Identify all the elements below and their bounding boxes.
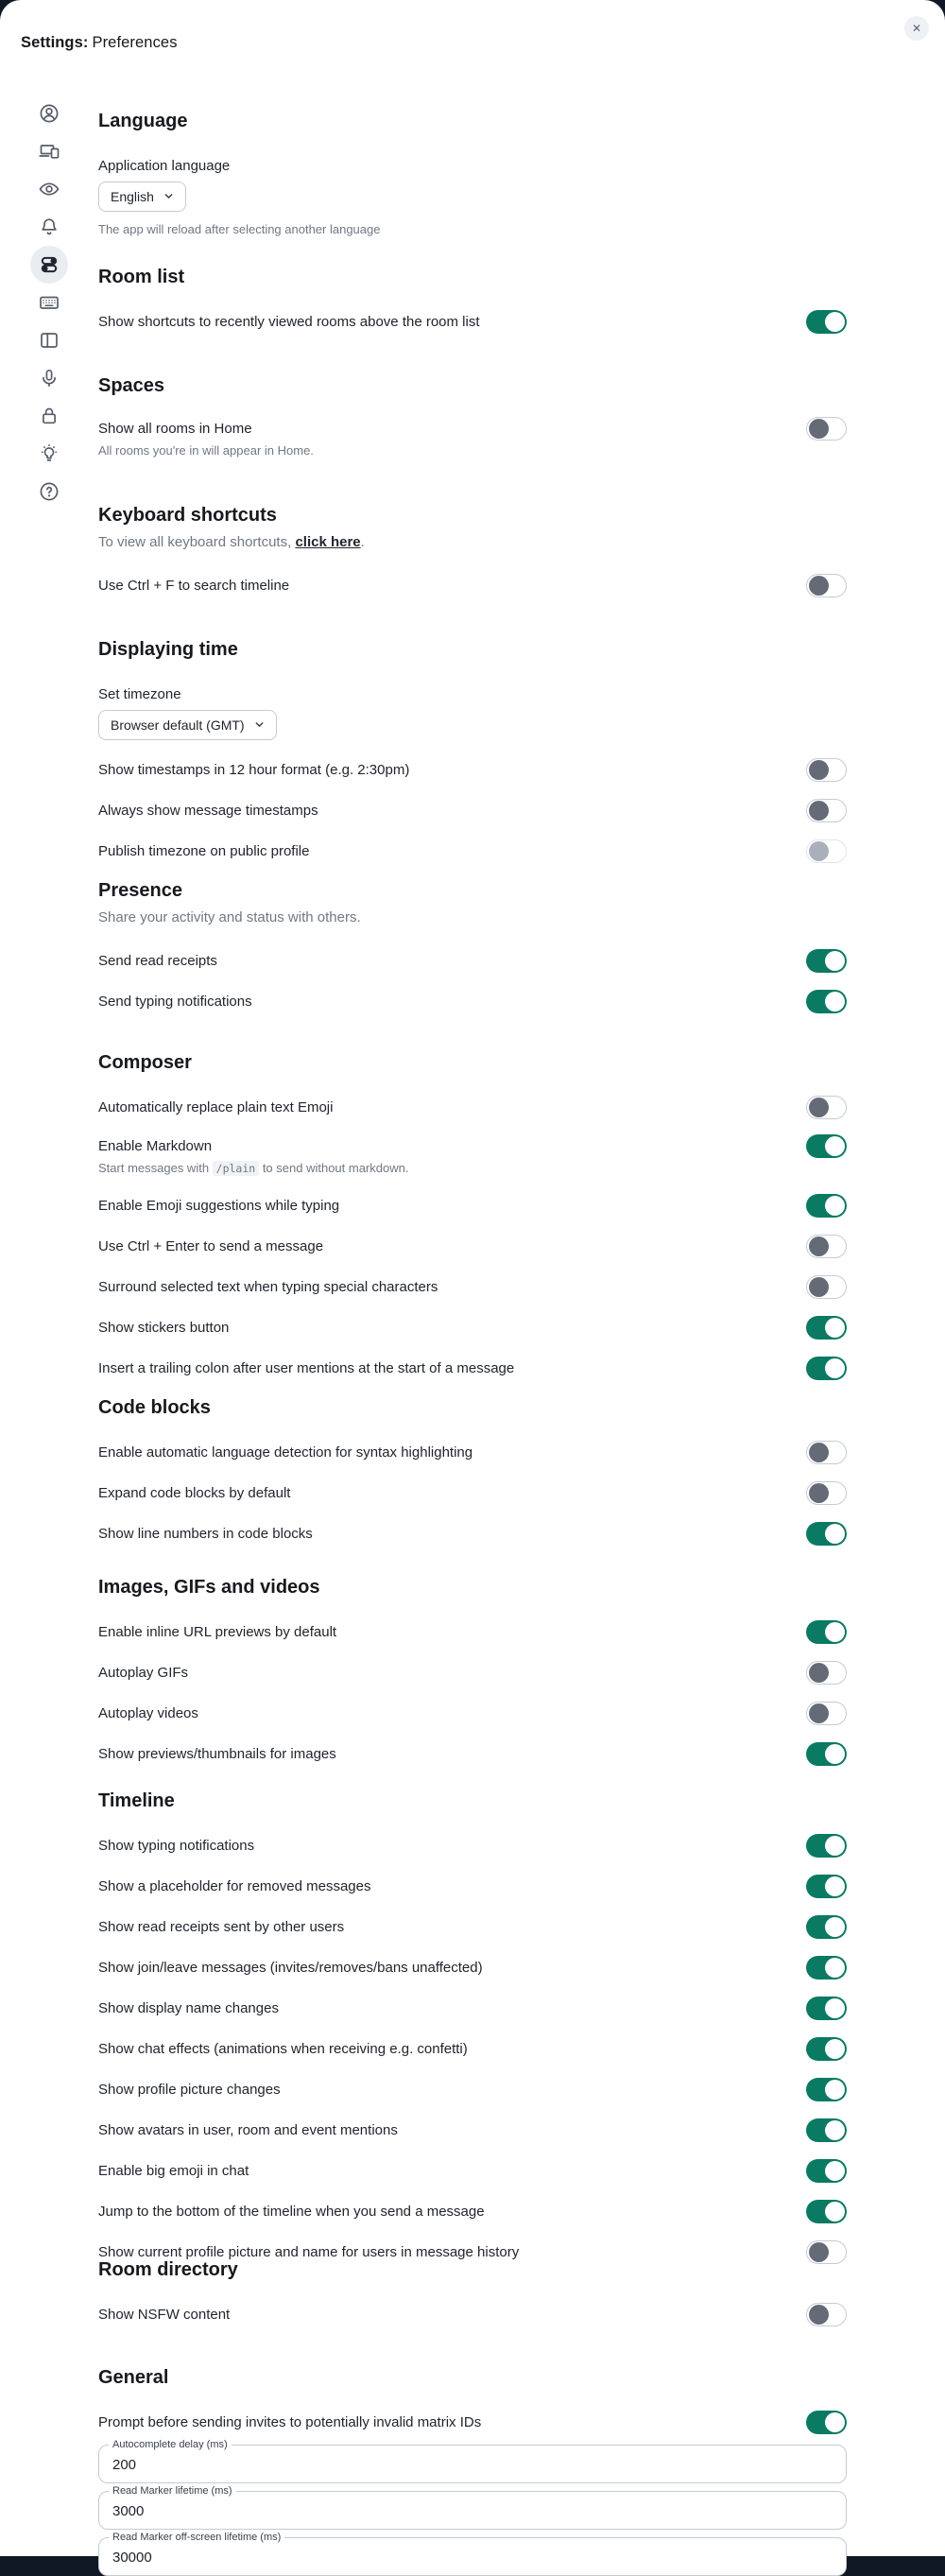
toggle-row (98, 1226, 847, 1267)
toggle-row (98, 1348, 847, 1389)
toggle-row-text (98, 2161, 249, 2181)
ctrl-f-search-toggle[interactable] (806, 574, 847, 597)
show-all-rooms-home-toggle[interactable] (806, 417, 847, 441)
section-heading: Room directory (98, 2259, 238, 2280)
toggle-label: Send typing notifications (98, 994, 252, 1010)
toggle-row-text (98, 1483, 290, 1503)
surround-selection-toggle[interactable] (806, 1275, 847, 1299)
toggle-row-text (98, 576, 289, 596)
toggle-label: Show avatars in user, room and event mentions (98, 2122, 398, 2138)
chevron-down-icon (163, 189, 174, 204)
toggle-label: Always show message timestamps (98, 803, 318, 819)
toggle-label: Show profile picture changes (98, 2082, 281, 2098)
lock-icon (38, 405, 60, 427)
user-circle-icon (38, 102, 60, 125)
toggle-row-text (98, 1443, 472, 1462)
toggle-row-text (98, 1196, 339, 1216)
toggle-row (98, 1185, 847, 1226)
toggle-label: Show all rooms in Home (98, 421, 252, 437)
section-heading: Language (98, 111, 188, 131)
toggle-label: Expand code blocks by default (98, 1485, 291, 1501)
section-heading: Composer (98, 1052, 192, 1073)
always-show-timestamps-toggle[interactable] (806, 799, 847, 822)
input-value: 3000 (112, 2503, 145, 2519)
show-read-receipts-toggle[interactable] (806, 1915, 847, 1939)
select-value: Browser default (GMT) (111, 717, 245, 733)
removed-message-placeholder-toggle[interactable] (806, 1875, 847, 1898)
image-thumbnails-toggle[interactable] (806, 1742, 847, 1766)
publish-timezone-toggle (806, 839, 847, 863)
toggle-row (98, 1652, 847, 1693)
sidebar-item-appearance[interactable] (38, 178, 60, 200)
toggle-row (98, 1307, 847, 1348)
send-read-receipts-toggle[interactable] (806, 949, 847, 973)
section-code-blocks (98, 1396, 847, 1554)
helper-text: to send without markdown. (259, 1161, 409, 1175)
toggle-label: Enable big emoji in chat (98, 2163, 249, 2179)
toggle-row (98, 1128, 847, 1185)
read-marker-lifetime-input[interactable] (98, 2485, 847, 2530)
jump-to-bottom-toggle[interactable] (806, 2200, 847, 2223)
section-heading: Spaces (98, 375, 165, 396)
toggle-row-text (98, 992, 252, 1011)
toggle-label: Publish timezone on public profile (98, 843, 310, 859)
toggle-row (98, 2069, 847, 2110)
autoplay-gifs-toggle[interactable] (806, 1661, 847, 1685)
toggle-row (98, 750, 847, 790)
input-floating-label: Autocomplete delay (ms) (109, 2439, 232, 2451)
toggle-row-text (98, 2202, 485, 2222)
toggle-row-text (98, 2039, 468, 2059)
code-line-numbers-toggle[interactable] (806, 1522, 847, 1546)
toggle-row-text (98, 1277, 438, 1297)
section-subtitle: Share your activity and status with others. (98, 909, 361, 925)
section-images-gifs-videos (98, 1576, 847, 1774)
toggle-label: Show line numbers in code blocks (98, 1526, 313, 1542)
sidebar-item-help-about[interactable] (38, 480, 60, 503)
toggle-row (98, 2294, 847, 2335)
toggle-row-text (98, 419, 314, 459)
display-name-changes-toggle[interactable] (806, 1997, 847, 2020)
dialog-title-prefix: Settings: (21, 34, 89, 51)
sidebar-item-preferences[interactable] (38, 253, 60, 276)
section-room-directory (98, 2258, 847, 2335)
toggle-row-text (98, 1236, 323, 1256)
toggle-row-text (98, 1098, 333, 1117)
toggle-row (98, 1612, 847, 1652)
toggle-label: Autoplay videos (98, 1705, 198, 1721)
section-keyboard-shortcuts (98, 504, 847, 606)
toggle-row-text (98, 841, 309, 861)
section-heading: Timeline (98, 1790, 175, 1811)
toggle-row (98, 941, 847, 981)
sidebar-item-sessions[interactable] (38, 140, 60, 163)
toggle-row-text (98, 1958, 483, 1978)
inline-code-chip: /plain (213, 1161, 260, 1176)
section-presence (98, 879, 847, 1022)
input-value: 30000 (112, 2550, 152, 2566)
sidebar-item-sidebar[interactable] (38, 329, 60, 352)
toggle-row-text (98, 801, 318, 821)
toggle-row-text (98, 760, 409, 780)
question-circle-icon (38, 480, 60, 503)
section-language (98, 110, 847, 238)
show-nsfw-toggle[interactable] (806, 2303, 847, 2326)
toggle-label: Enable inline URL previews by default (98, 1624, 337, 1640)
show-typing-notifications-toggle[interactable] (806, 1834, 847, 1858)
keyboard-icon (38, 291, 60, 314)
toggle-row (98, 1693, 847, 1734)
toggle-label: Show chat effects (animations when receiving e.g. confetti) (98, 2041, 468, 2057)
section-spaces (98, 374, 847, 468)
toggle-label: Show current profile picture and name for users in message history (98, 2244, 520, 2260)
chevron-down-icon (254, 717, 265, 733)
toggle-label: Show typing notifications (98, 1838, 255, 1854)
toggle-label: Show read receipts sent by other users (98, 1919, 345, 1935)
application-language-select[interactable] (98, 182, 186, 212)
inline-url-previews-toggle[interactable] (806, 1620, 847, 1644)
eye-icon (38, 178, 60, 200)
toggle-row-text (98, 1318, 229, 1338)
toggle-row-text (98, 1836, 254, 1856)
section-heading: General (98, 2367, 169, 2388)
field-label: Application language (98, 158, 231, 174)
toggle-helper-text (98, 1160, 408, 1177)
toggle-label: Send read receipts (98, 953, 217, 969)
layout-panel-icon (38, 329, 60, 352)
enable-markdown-toggle[interactable] (806, 1134, 847, 1158)
toggle-row-text (98, 1998, 279, 2018)
helper-text: The app will reload after selecting another language (98, 222, 381, 236)
toggle-row (98, 1734, 847, 1774)
sidebar-item-security-privacy[interactable] (38, 405, 60, 427)
section-displaying-time (98, 638, 847, 872)
toggle-row-text (98, 951, 217, 971)
toggle-row-text (98, 1136, 408, 1177)
toggle-row (98, 565, 847, 606)
avatars-in-mentions-toggle[interactable] (806, 2118, 847, 2142)
section-composer (98, 1051, 847, 1389)
toggle-row-text (98, 312, 480, 332)
toggle-row (98, 410, 847, 468)
section-timeline (98, 1789, 847, 2273)
sidebar-item-account[interactable] (38, 102, 60, 125)
toggle-row (98, 2110, 847, 2151)
replace-plain-emoji-toggle[interactable] (806, 1096, 847, 1119)
toggle-row (98, 1513, 847, 1554)
toggle-label: Show stickers button (98, 1320, 230, 1336)
toggle-label: Autoplay GIFs (98, 1665, 189, 1681)
sidebar-item-voice-video[interactable] (38, 367, 60, 389)
bell-icon (38, 216, 60, 238)
read-marker-offscreen-lifetime-input[interactable] (98, 2532, 847, 2576)
toggle-row-text (98, 1358, 514, 1378)
keyboard-shortcuts-link[interactable]: click here (295, 534, 361, 550)
toggle-row-text (98, 1622, 336, 1642)
note-text: To view all keyboard shortcuts, (98, 534, 296, 550)
section-heading: Presence (98, 880, 182, 901)
toggle-row-text (98, 1703, 198, 1723)
auto-language-detection-toggle[interactable] (806, 1441, 847, 1464)
toggle-label: Use Ctrl + F to search timeline (98, 578, 290, 594)
dialog-title-scope: Preferences (92, 34, 178, 51)
profile-picture-changes-toggle[interactable] (806, 2078, 847, 2101)
toggle-row (98, 1907, 847, 1947)
toggle-label: Show timestamps in 12 hour format (e.g. 2:30pm) (98, 762, 410, 778)
toggle-label: Show shortcuts to recently viewed rooms above the room list (98, 314, 480, 330)
toggle-row-text (98, 1663, 188, 1683)
section-heading: Images, GIFs and videos (98, 1577, 320, 1598)
toggle-label: Automatically replace plain text Emoji (98, 1099, 334, 1115)
invalid-matrix-id-prompt-toggle[interactable] (806, 2411, 847, 2434)
toggle-row (98, 1866, 847, 1907)
section-heading: Room list (98, 267, 185, 287)
toggles-icon (38, 253, 60, 276)
show-stickers-button-toggle[interactable] (806, 1316, 847, 1340)
toggle-label: Enable Emoji suggestions while typing (98, 1198, 340, 1214)
toggle-label: Show join/leave messages (invites/removes/bans unaffected) (98, 1960, 483, 1976)
trailing-colon-mentions-toggle[interactable] (806, 1357, 847, 1380)
toggle-label: Show NSFW content (98, 2307, 231, 2323)
toggle-label: Enable automatic language detection for syntax highlighting (98, 1444, 473, 1461)
toggle-row-text (98, 2412, 481, 2432)
select-value: English (111, 189, 154, 204)
toggle-row (98, 2029, 847, 2069)
helper-text: Start messages with (98, 1161, 213, 1175)
toggle-label: Show display name changes (98, 2000, 279, 2016)
toggle-label: Surround selected text when typing special characters (98, 1279, 438, 1295)
devices-icon (38, 140, 60, 163)
toggle-label: Prompt before sending invites to potentially invalid matrix IDs (98, 2414, 482, 2430)
input-floating-label: Read Marker off-screen lifetime (ms) (109, 2532, 284, 2544)
lightbulb-icon (38, 442, 60, 465)
toggle-row (98, 1473, 847, 1513)
section-room-list (98, 266, 847, 342)
toggle-row-text (98, 1524, 313, 1544)
input-floating-label: Read Marker lifetime (ms) (109, 2485, 236, 2498)
section-heading: Keyboard shortcuts (98, 505, 277, 526)
section-heading: Code blocks (98, 1397, 211, 1418)
input-value: 200 (112, 2457, 137, 2473)
send-typing-notifications-toggle[interactable] (806, 990, 847, 1013)
autoplay-videos-toggle[interactable] (806, 1702, 847, 1725)
toggle-row-text (98, 2080, 281, 2100)
toggle-row (98, 2402, 847, 2443)
autocomplete-delay-input[interactable] (98, 2439, 847, 2483)
toggle-row (98, 790, 847, 831)
section-heading: Displaying time (98, 639, 238, 660)
sidebar-item-notifications[interactable] (38, 216, 60, 238)
twelve-hour-format-toggle[interactable] (806, 758, 847, 782)
sidebar-item-keyboard[interactable] (38, 291, 60, 314)
toggle-row-text (98, 2305, 230, 2325)
microphone-icon (38, 367, 60, 389)
toggle-row (98, 1087, 847, 1128)
toggle-row (98, 302, 847, 342)
toggle-label: Jump to the bottom of the timeline when you send a message (98, 2204, 485, 2220)
toggle-helper-text: All rooms you're in will appear in Home. (98, 443, 314, 458)
sidebar-item-labs[interactable] (38, 442, 60, 465)
section-general (98, 2366, 847, 2576)
ctrl-enter-send-toggle[interactable] (806, 1235, 847, 1258)
section-note (98, 532, 847, 552)
emoji-suggestions-toggle[interactable] (806, 1194, 847, 1218)
toggle-label: Insert a trailing colon after user mentions at the start of a message (98, 1360, 515, 1376)
expand-code-blocks-toggle[interactable] (806, 1481, 847, 1505)
room-list-shortcuts-toggle[interactable] (806, 310, 847, 334)
field-label: Set timezone (98, 686, 181, 702)
toggle-row-text (98, 1876, 371, 1896)
toggle-label: Enable Markdown (98, 1138, 213, 1154)
toggle-row (98, 981, 847, 1022)
toggle-label: Show a placeholder for removed messages (98, 1878, 371, 1894)
note-text: . (360, 534, 365, 550)
big-emoji-toggle[interactable] (806, 2159, 847, 2183)
toggle-row (98, 2151, 847, 2191)
toggle-row (98, 1267, 847, 1307)
toggle-row-text (98, 1917, 344, 1937)
toggle-row (98, 831, 847, 872)
timezone-select[interactable] (98, 710, 277, 740)
toggle-row (98, 1432, 847, 1473)
toggle-label: Use Ctrl + Enter to send a message (98, 1238, 324, 1254)
toggle-row (98, 1825, 847, 1866)
toggle-label: Show previews/thumbnails for images (98, 1746, 336, 1762)
toggle-row-text (98, 1744, 336, 1764)
toggle-row (98, 1988, 847, 2029)
close-icon: ✕ (911, 22, 922, 35)
join-leave-messages-toggle[interactable] (806, 1956, 847, 1980)
chat-effects-toggle[interactable] (806, 2037, 847, 2061)
toggle-row (98, 1947, 847, 1988)
toggle-row-text (98, 2120, 398, 2140)
toggle-row (98, 2191, 847, 2232)
